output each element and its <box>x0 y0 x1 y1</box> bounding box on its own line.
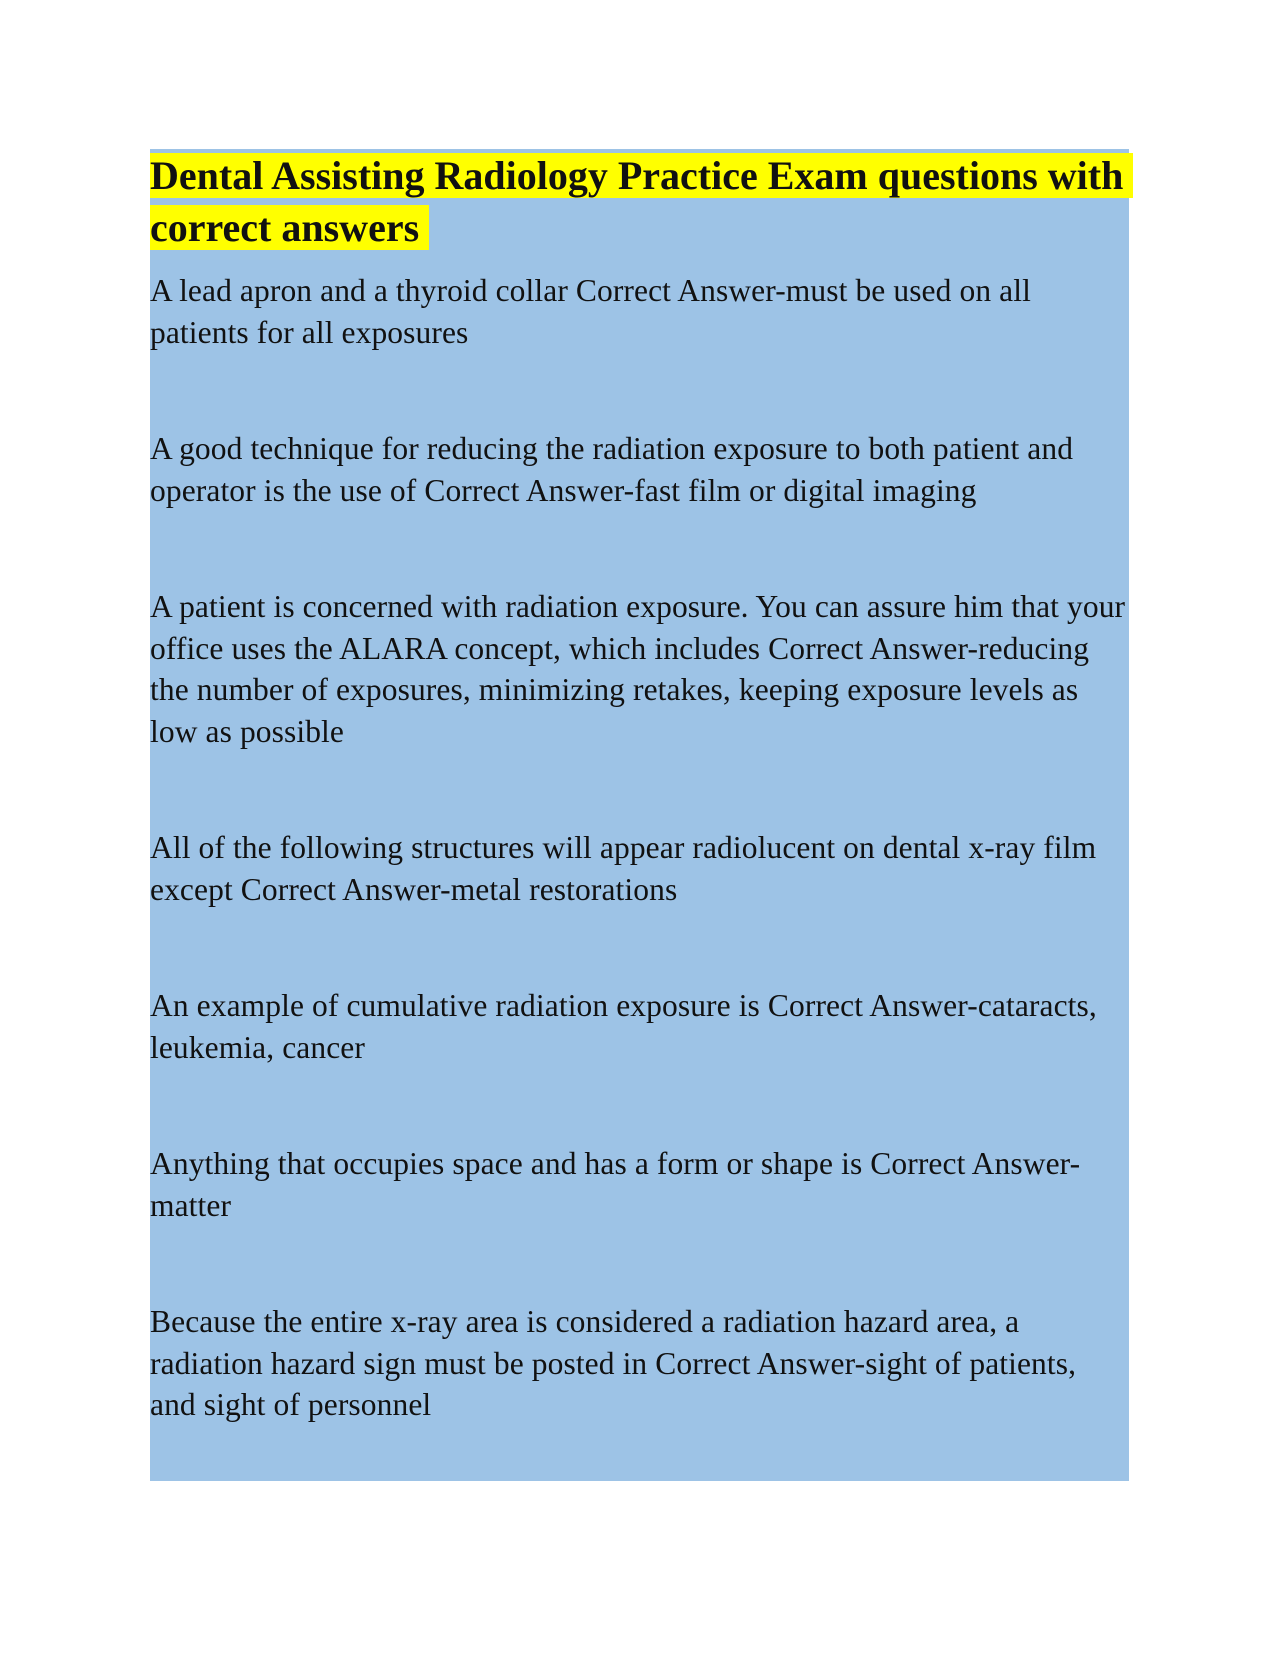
question-answer-item: A lead apron and a thyroid collar Correct Answer-must be used on all patients for all exposures <box>150 273 1031 350</box>
question-answer-item: A patient is concerned with radiation exposure. You can assure him that your office uses the ALARA concept, which includes Correct Answer-reducing the number of exposures, minimizing retakes, keeping exposure levels as low as possible <box>150 589 1126 749</box>
question-answer-item: All of the following structures will appear radiolucent on dental x-ray film except Correct Answer-metal restorations <box>150 830 1097 907</box>
document-title <box>150 150 1129 254</box>
question-answer-item: A good technique for reducing the radiation exposure to both patient and operator is the use of Correct Answer-fast film or digital imaging <box>150 431 1074 508</box>
question-answer-item: Anything that occupies space and has a form or shape is Correct Answer-matter <box>150 1146 1081 1223</box>
title-highlight: Dental Assisting Radiology Practice Exam questions with correct answers <box>150 153 1133 250</box>
question-answer-item: An example of cumulative radiation exposure is Correct Answer-cataracts, leukemia, cancer <box>150 988 1097 1065</box>
question-answer-item: Because the entire x-ray area is considered a radiation hazard area, a radiation hazard sign must be posted in Correct Answer-sight of patients, and sight of personnel <box>150 1304 1077 1422</box>
